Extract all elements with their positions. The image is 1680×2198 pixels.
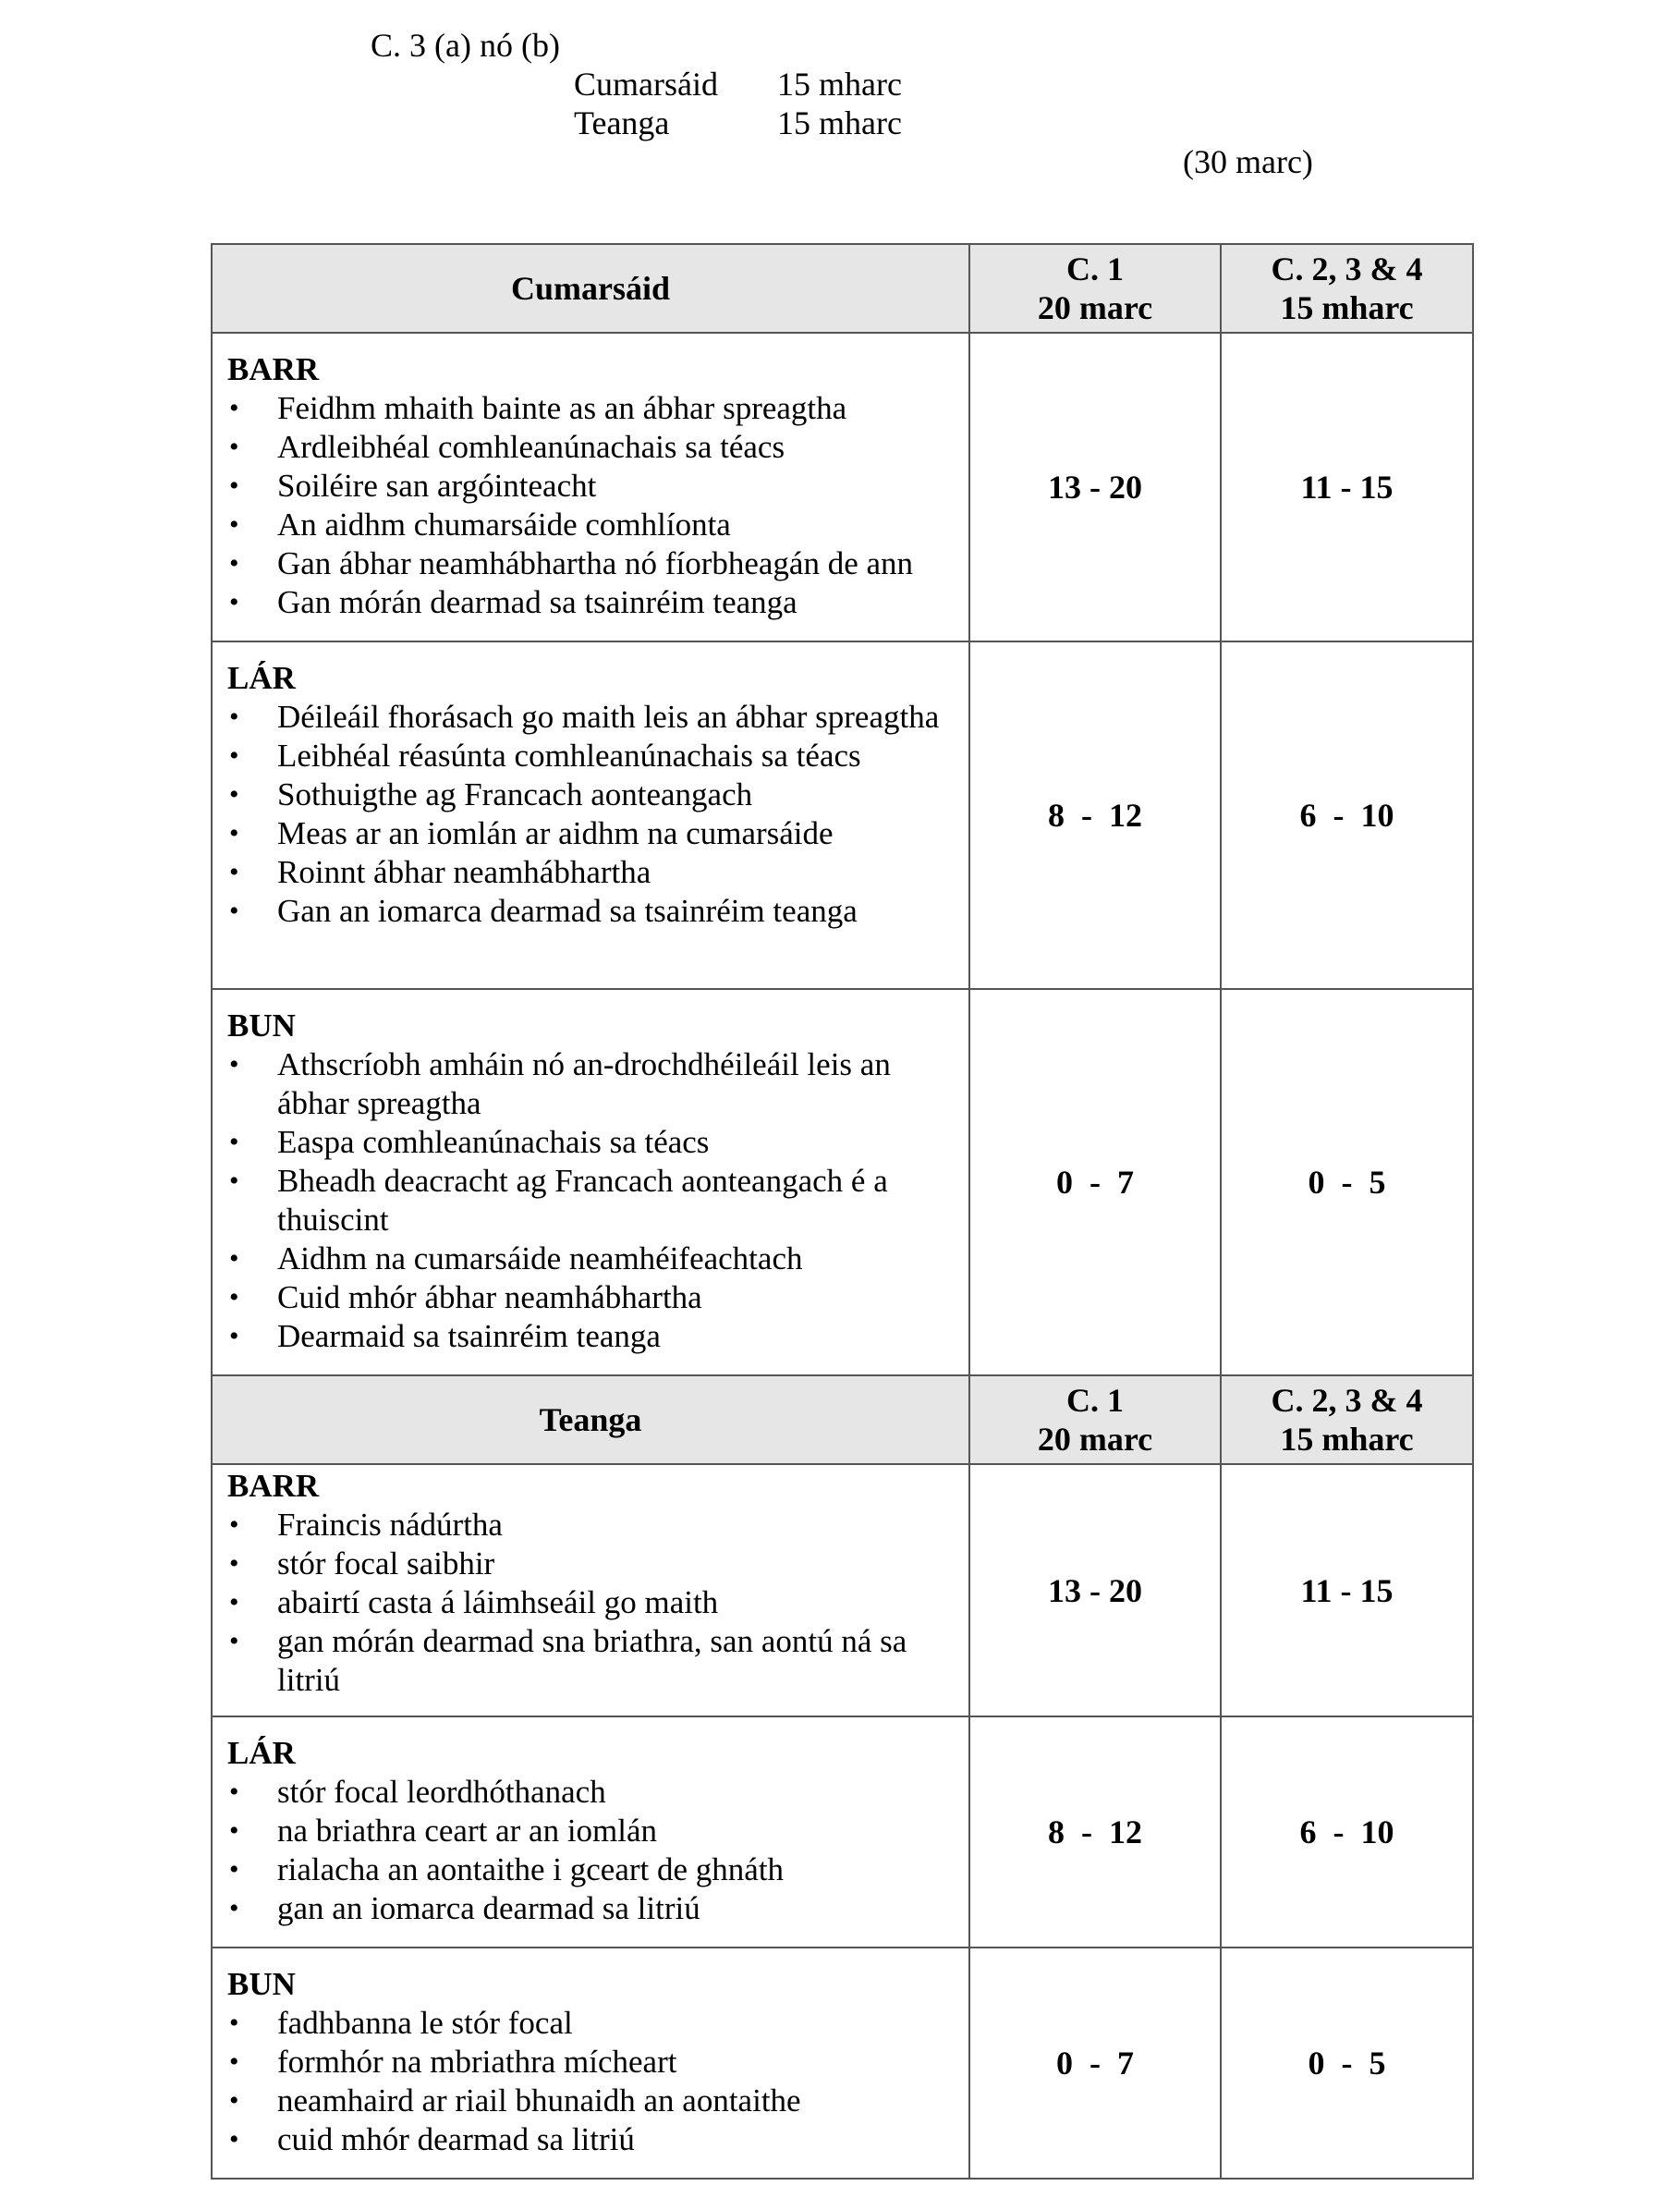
- band-criteria: [212, 641, 969, 989]
- list-item: • stór focal saibhir: [229, 1545, 495, 1581]
- score-q1: 8 - 12: [969, 641, 1221, 989]
- breakdown-marks-communication: 15 mharc: [777, 66, 902, 103]
- bullet-icon: •: [229, 818, 239, 849]
- bullet-icon: •: [229, 1282, 239, 1313]
- bullet-icon: •: [229, 509, 239, 540]
- band-row-language-bottom: [212, 1948, 1473, 2179]
- bullet-icon: •: [229, 1548, 239, 1579]
- list-item: • Athscríobh amháin nó an-drochdhéileáil leis an ábhar spreagtha: [229, 1046, 891, 1121]
- col-header-q1: [969, 244, 1221, 333]
- bullet-icon: •: [229, 779, 239, 810]
- list-item: • Easpa comhleanúnachais sa téacs: [229, 1124, 710, 1160]
- section-header-communication: [212, 244, 1473, 333]
- band-criteria: [212, 1716, 969, 1948]
- list-item: • abairtí casta á láimhseáil go maith: [229, 1584, 719, 1620]
- breakdown-marks-language: 15 mharc: [777, 104, 902, 141]
- bullet-icon: •: [229, 548, 239, 579]
- score-q1: 0 - 7: [969, 1948, 1221, 2179]
- band-name: BARR: [227, 1468, 320, 1504]
- band-row-language-top: [212, 1464, 1473, 1716]
- list-item: • formhór na mbriathra mícheart: [229, 2044, 677, 2080]
- list-item: • Dearmaid sa tsainréim teanga: [229, 1318, 661, 1354]
- score-q2: 6 - 10: [1221, 641, 1473, 989]
- bullet-icon: •: [229, 432, 239, 462]
- band-row-communication-middle: [212, 641, 1473, 989]
- section-title: Cumarsáid: [212, 244, 969, 333]
- list-item: • gan an iomarca dearmad sa litriú: [229, 1890, 700, 1926]
- bullet-icon: •: [229, 393, 239, 423]
- list-item: • Aidhm na cumarsáide neamhéifeachtach: [229, 1240, 803, 1276]
- band-row-communication-top: [212, 333, 1473, 641]
- bullet-icon: •: [229, 1509, 239, 1540]
- bullet-icon: •: [229, 1321, 239, 1351]
- band-criteria: [212, 989, 969, 1375]
- bullet-icon: •: [229, 702, 239, 732]
- col-header-q1-marks: 20 marc: [1037, 1421, 1153, 1458]
- breakdown-label-language: Teanga: [574, 104, 670, 141]
- score-q2: 11 - 15: [1221, 333, 1473, 641]
- score-q1: 13 - 20: [969, 333, 1221, 641]
- band-name: LÁR: [227, 1735, 296, 1771]
- band-name: BUN: [227, 1966, 296, 2002]
- list-item: • Meas ar an iomlán ar aidhm na cumarsáide: [229, 815, 834, 851]
- bullet-icon: •: [229, 1854, 239, 1885]
- bullet-icon: •: [229, 857, 239, 887]
- bullet-icon: •: [229, 2008, 239, 2038]
- bullet-icon: •: [229, 1587, 239, 1618]
- list-item: • Gan an iomarca dearmad sa tsainréim teanga: [229, 893, 858, 929]
- band-name: BUN: [227, 1007, 296, 1044]
- bullet-icon: •: [229, 1777, 239, 1807]
- score-q1: 13 - 20: [969, 1464, 1221, 1716]
- criteria-list: [227, 389, 954, 622]
- criteria-list: [227, 1506, 954, 1700]
- list-item: • Feidhm mhaith bainte as an ábhar spreagtha: [229, 390, 847, 426]
- band-row-communication-bottom: [212, 989, 1473, 1375]
- list-item: • An aidhm chumarsáide comhlíonta: [229, 507, 731, 543]
- col-header-q1: [969, 1375, 1221, 1464]
- bullet-icon: •: [229, 1626, 239, 1656]
- list-item: • cuid mhór dearmad sa litriú: [229, 2121, 635, 2157]
- list-item: • gan mórán dearmad sna briathra, san aontú ná sa litriú: [229, 1623, 907, 1698]
- bullet-icon: •: [229, 1243, 239, 1274]
- list-item: • stór focal leordhóthanach: [229, 1774, 606, 1810]
- list-item: • Leibhéal réasúnta comhleanúnachais sa téacs: [229, 738, 861, 774]
- bullet-icon: •: [229, 2124, 239, 2155]
- list-item: • Sothuigthe ag Francach aonteangach: [229, 776, 753, 812]
- criteria-list: [227, 698, 954, 931]
- bullet-icon: •: [229, 1893, 239, 1923]
- bullet-icon: •: [229, 896, 239, 926]
- band-name: BARR: [227, 351, 320, 387]
- list-item: • na briathra ceart ar an iomlán: [229, 1813, 658, 1849]
- band-criteria: [212, 333, 969, 641]
- col-header-q2: [1221, 1375, 1473, 1464]
- col-header-q1-label: C. 1: [1066, 250, 1124, 287]
- list-item: • Gan mórán dearmad sa tsainréim teanga: [229, 584, 797, 620]
- score-q2: 0 - 5: [1221, 1948, 1473, 2179]
- section-title: Teanga: [212, 1375, 969, 1464]
- col-header-q1-marks: 20 marc: [1037, 289, 1153, 326]
- list-item: • Roinnt ábhar neamhábhartha: [229, 854, 651, 890]
- list-item: • Soiléire san argóinteacht: [229, 468, 597, 504]
- score-q2: 11 - 15: [1221, 1464, 1473, 1716]
- band-row-language-middle: [212, 1716, 1473, 1948]
- list-item: • fadhbanna le stór focal: [229, 2005, 573, 2041]
- score-q1: 0 - 7: [969, 989, 1221, 1375]
- band-criteria: [212, 1464, 969, 1716]
- col-header-q1-label: C. 1: [1066, 1382, 1124, 1419]
- list-item: • Gan ábhar neamhábhartha nó fíorbheagán de ann: [229, 545, 914, 581]
- question-label: C. 3 (a) nó (b): [371, 27, 560, 64]
- bullet-icon: •: [229, 1166, 239, 1196]
- list-item: • neamhaird ar riail bhunaidh an aontaithe: [229, 2082, 801, 2119]
- criteria-list: [227, 1045, 954, 1356]
- score-q2: 6 - 10: [1221, 1716, 1473, 1948]
- score-q2: 0 - 5: [1221, 989, 1473, 1375]
- bullet-icon: •: [229, 1815, 239, 1846]
- bullet-icon: •: [229, 1127, 239, 1157]
- list-item: • Ardleibhéal comhleanúnachais sa téacs: [229, 429, 785, 465]
- criteria-list: [227, 1773, 954, 1928]
- criteria-list: [227, 2004, 954, 2159]
- band-criteria: [212, 1948, 969, 2179]
- total-marks: (30 marc): [1183, 143, 1313, 180]
- bullet-icon: •: [229, 587, 239, 617]
- section-header-language: [212, 1375, 1473, 1464]
- bullet-icon: •: [229, 2085, 239, 2116]
- list-item: • Déileáil fhorásach go maith leis an ábhar spreagtha: [229, 699, 940, 735]
- list-item: • Fraincis nádúrtha: [229, 1507, 503, 1543]
- marking-scheme-table: [211, 243, 1474, 2180]
- col-header-q2-marks: 15 mharc: [1280, 289, 1414, 326]
- col-header-q2-label: C. 2, 3 & 4: [1271, 1382, 1423, 1419]
- bullet-icon: •: [229, 470, 239, 501]
- list-item: • rialacha an aontaithe i gceart de ghnáth: [229, 1851, 785, 1887]
- bullet-icon: •: [229, 2046, 239, 2077]
- bullet-icon: •: [229, 1049, 239, 1080]
- list-item: • Cuid mhór ábhar neamhábhartha: [229, 1279, 702, 1315]
- list-item: • Bheadh deacracht ag Francach aonteangach é a thuiscint: [229, 1163, 888, 1238]
- col-header-q2-marks: 15 mharc: [1280, 1421, 1414, 1458]
- col-header-q2: [1221, 244, 1473, 333]
- bullet-icon: •: [229, 740, 239, 771]
- band-name: LÁR: [227, 660, 296, 696]
- score-q1: 8 - 12: [969, 1716, 1221, 1948]
- col-header-q2-label: C. 2, 3 & 4: [1271, 250, 1423, 287]
- breakdown-label-communication: Cumarsáid: [574, 66, 718, 103]
